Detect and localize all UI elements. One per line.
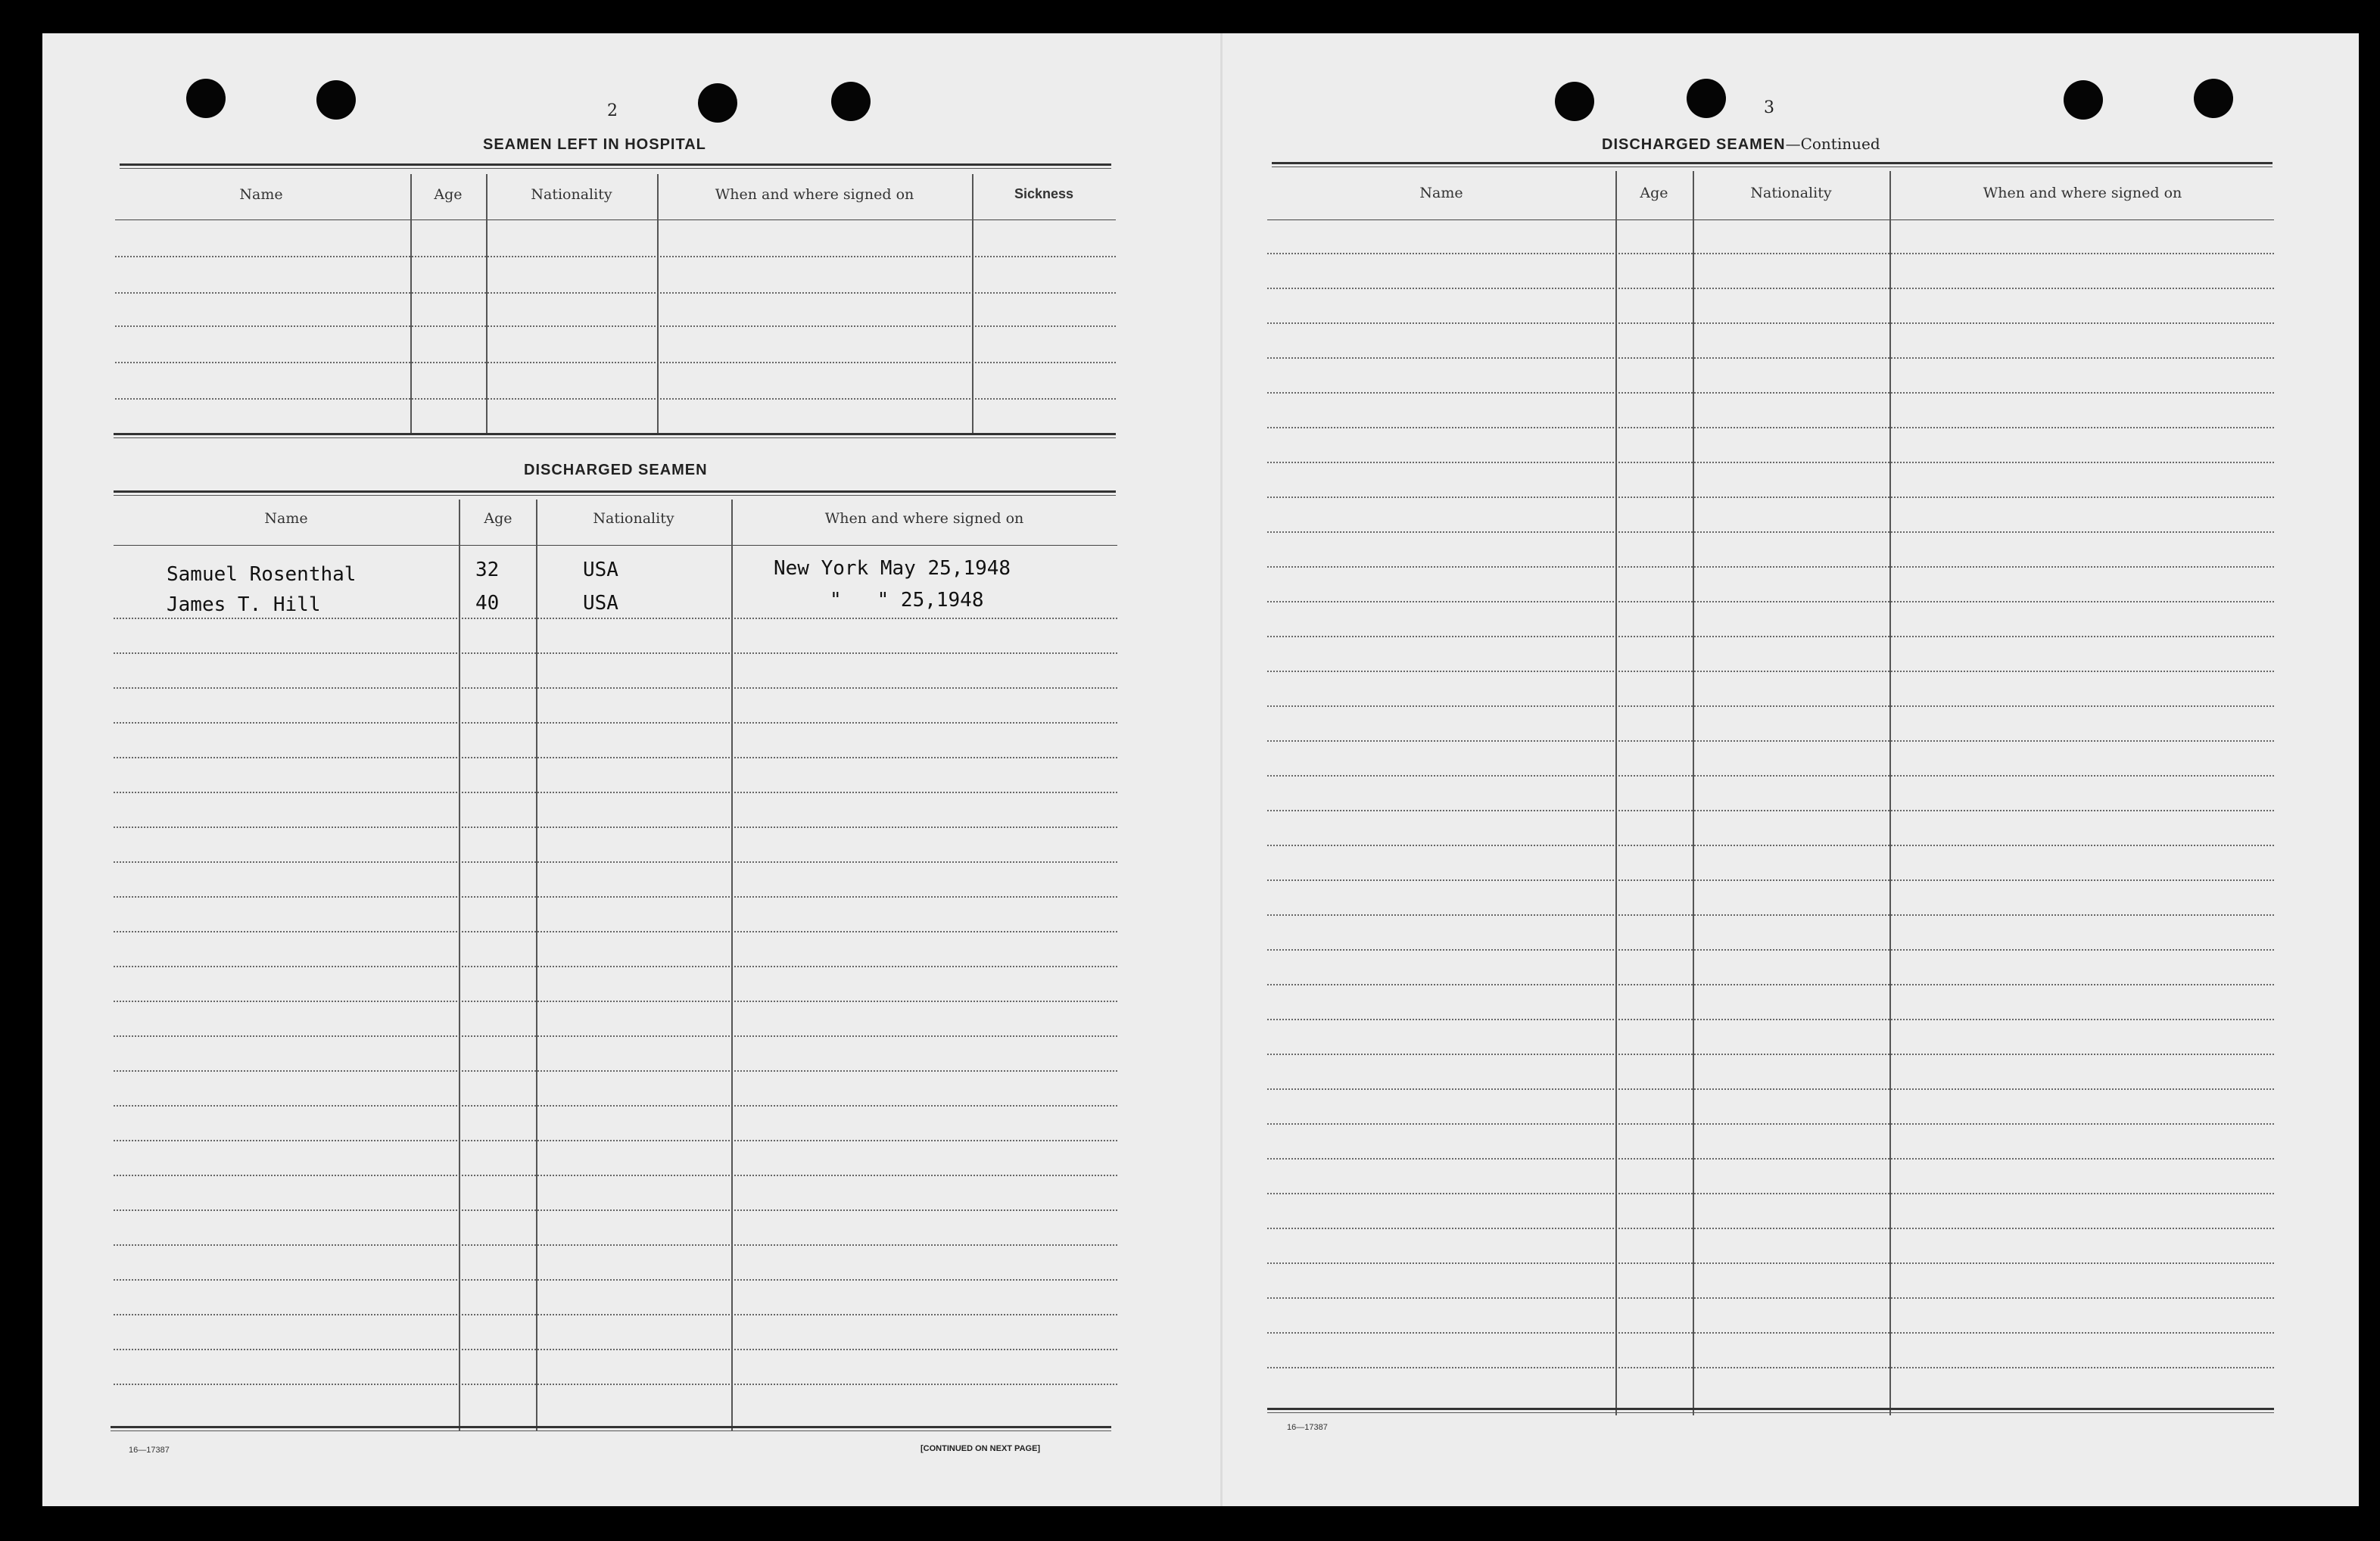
punch-hole (2194, 79, 2233, 118)
discharged-continued-title (1602, 135, 1880, 154)
seaman-age: 32 (475, 559, 500, 581)
hospital-col-nationality: Nationality (531, 186, 612, 203)
hospital-section-title: SEAMEN LEFT IN HOSPITAL (483, 136, 706, 153)
discharged-col-nationality: Nationality (593, 510, 674, 527)
seaman-signed-on: New York May 25,1948 (774, 557, 1011, 580)
discharged-col-age: Age (484, 510, 512, 527)
right-col-signed-on: When and where signed on (1983, 185, 2182, 201)
punch-hole (831, 82, 871, 121)
discharged-col-signed-on: When and where signed on (824, 510, 1024, 527)
form-number-right: 16—17387 (1287, 1423, 1328, 1432)
seaman-nationality: USA (583, 559, 618, 581)
punch-hole (1555, 82, 1594, 121)
page-number-right: 3 (1764, 98, 1774, 117)
punch-hole (186, 79, 226, 118)
discharged-col-name: Name (264, 510, 308, 527)
page-number-left: 2 (607, 101, 618, 120)
seaman-signed-on: " " 25,1948 (830, 589, 984, 612)
hospital-col-signed-on: When and where signed on (715, 186, 914, 203)
discharged-continued-title-main: DISCHARGED SEAMEN (1602, 136, 1786, 153)
punch-hole (2064, 80, 2103, 120)
right-col-age: Age (1640, 185, 1668, 201)
right-col-nationality: Nationality (1750, 185, 1832, 201)
discharged-continued-title-suffix: —Continued (1785, 135, 1880, 153)
continued-note: [CONTINUED ON NEXT PAGE] (921, 1444, 1041, 1453)
hospital-col-age: Age (434, 186, 463, 203)
punch-hole (316, 80, 356, 120)
punch-hole (1687, 79, 1726, 118)
form-number-left: 16—17387 (129, 1446, 170, 1455)
seaman-nationality: USA (583, 592, 618, 615)
seaman-name: James T. Hill (167, 593, 321, 616)
discharged-section-title: DISCHARGED SEAMEN (524, 462, 708, 478)
hospital-col-sickness: Sickness (1014, 186, 1074, 201)
hospital-col-name: Name (239, 186, 283, 203)
right-col-name: Name (1419, 185, 1463, 201)
seaman-name: Samuel Rosenthal (167, 563, 357, 586)
center-fold (1220, 33, 1223, 1506)
seaman-age: 40 (475, 592, 500, 615)
punch-hole (698, 83, 737, 123)
